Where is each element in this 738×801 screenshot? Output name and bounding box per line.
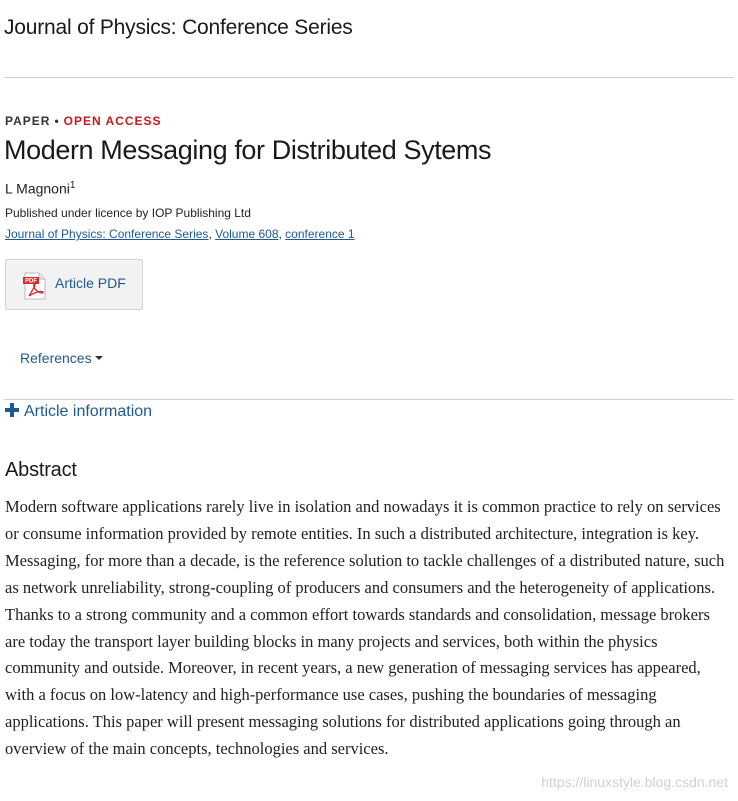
article-information-label: Article information (24, 403, 153, 420)
link-separator: , (278, 227, 286, 241)
section-divider (4, 399, 734, 400)
plus-icon (5, 403, 19, 417)
article-information-toggle[interactable] (5, 403, 152, 421)
paper-label: PAPER (5, 114, 51, 128)
references-dropdown[interactable] (20, 350, 103, 366)
open-access-label: OPEN ACCESS (63, 114, 162, 128)
label-separator: • (54, 114, 60, 128)
author-line (5, 180, 75, 197)
article-type-line (5, 114, 162, 128)
author-name[interactable]: L Magnoni (5, 180, 70, 197)
journal-link[interactable]: Journal of Physics: Conference Series (5, 227, 209, 241)
conference-link[interactable]: conference 1 (285, 227, 355, 241)
header-divider (4, 77, 734, 78)
author-affiliation-mark[interactable]: 1 (69, 180, 76, 191)
publication-links (5, 227, 355, 241)
link-separator: , (208, 227, 216, 241)
abstract-text: Modern software applications rarely live in isolation and nowadays it is common practice to rely on services or consume information provided by remote entities. In such a distributed architecture, integration is key. Messaging, for more than a decade, is the reference solution to tackle challenges of a distributed nature, such as network unreliability, strong-coupling of producers and consumers and the heterogeneity of applications. Thanks to a strong community and a common effort towards standards and consolidation, message brokers are today the transport layer building blocks in many projects and services, both within the physics community and outside. Moreover, in recent years, a new generation of messaging services has appeared, with a focus on low-latency and high-performance use cases, pushing the boundaries of messaging applications. This paper will present messaging solutions for distributed applications going through an overview of the main concepts, technologies and services. (5, 497, 725, 759)
article-pdf-button[interactable] (5, 259, 143, 310)
watermark: https://linuxstyle.blog.csdn.net (541, 774, 728, 790)
journal-header[interactable]: Journal of Physics: Conference Series (4, 16, 353, 39)
references-label: References (20, 350, 92, 366)
abstract-heading: Abstract (5, 459, 77, 481)
article-title: Modern Messaging for Distributed Sytems (4, 135, 492, 165)
licence-statement: Published under licence by IOP Publishing Ltd (5, 206, 251, 220)
pdf-file-icon (22, 272, 48, 300)
article-pdf-label: Article PDF (55, 275, 126, 291)
volume-link[interactable]: Volume 608 (215, 227, 279, 241)
svg-text:PDF: PDF (25, 278, 37, 285)
caret-down-icon (95, 356, 103, 360)
